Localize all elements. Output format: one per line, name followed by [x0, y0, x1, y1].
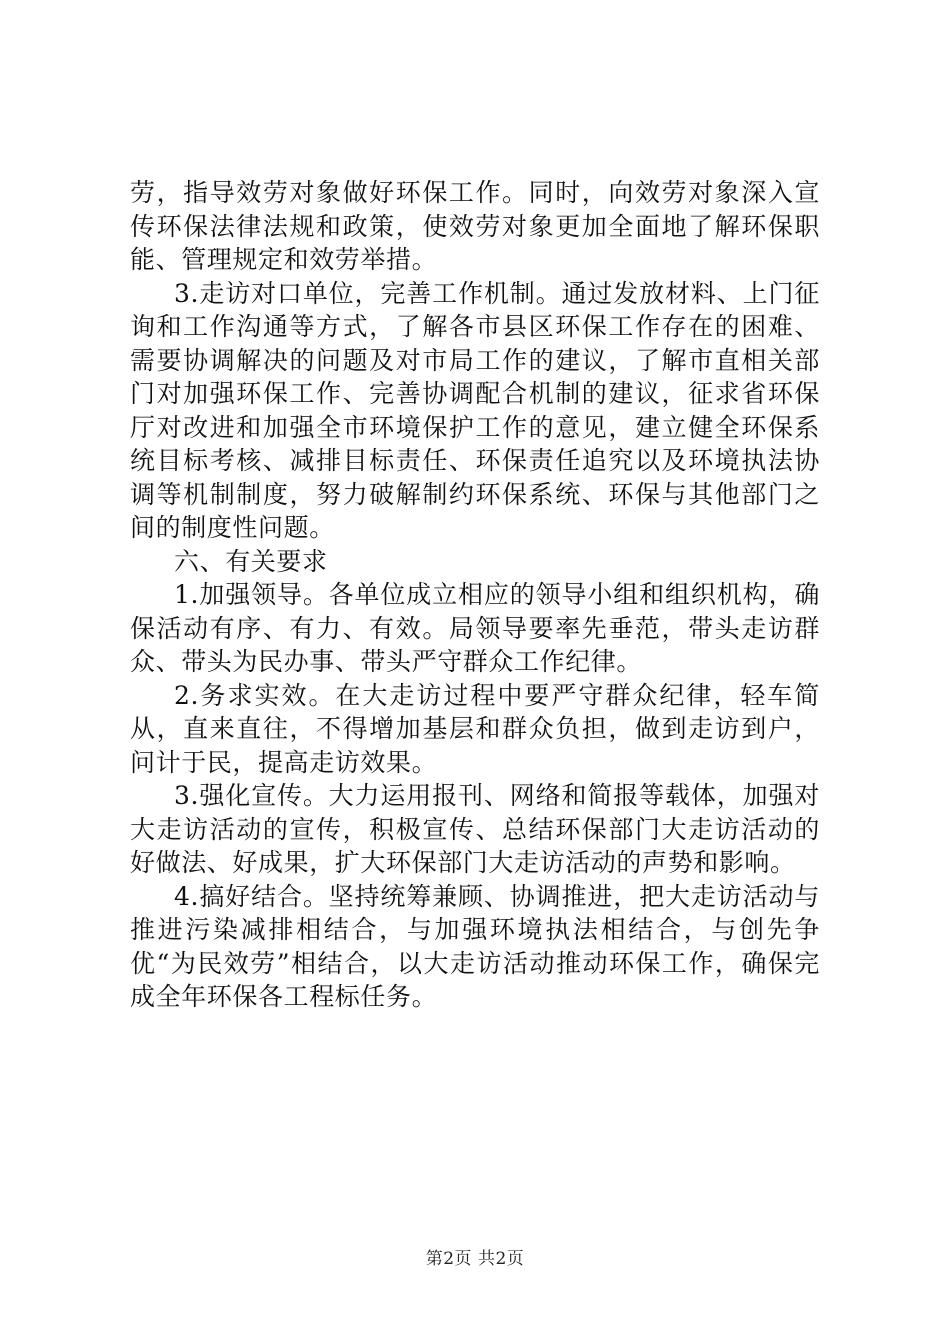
paragraph-item-1-leadership: 1.加强领导。各单位成立相应的领导小组和组织机构，确保活动有序、有力、有效。局领导要率先垂范，带头走访群众、带头为民办事、带头严守群众工作纪律。: [130, 580, 820, 676]
paragraph-continuation: 劳，指导效劳对象做好环保工作。同时，向效劳对象深入宣传环保法律法规和政策，使效劳对象更加全面地了解环保职能、管理规定和效劳举措。: [130, 178, 820, 274]
page-number-footer: 第2页 共2页: [425, 1249, 525, 1269]
paragraph-item-2-effectiveness: 2.务求实效。在大走访过程中要严守群众纪律，轻车简从，直来直往，不得增加基层和群众负担，做到走访到户，问计于民，提高走访效果。: [130, 680, 820, 777]
paragraph-item-3-visit-units: 3.走访对口单位，完善工作机制。通过发放材料、上门征询和工作沟通等方式，了解各市县区环保工作存在的困难、需要协调解决的问题及对市局工作的建议，了解市直相关部门对加强环保工作、完善协调配合机制的建议，征求省环保厅对改进和加强全市环境保护工作的意见，建立健全环保系统目标考核、减排目标责任、环保责任追究以及环境执法协调等机制制度，努力破解制约环保系统、环保与其他部门之间的制度性问题。: [130, 278, 820, 542]
paragraph-item-4-integration: 4.搞好结合。坚持统筹兼顾、协调推进，把大走访活动与推进污染减排相结合，与加强环境执法相结合，与创先争优“为民效劳”相结合，以大走访活动推动环保工作，确保完成全年环保各工程标任务。: [130, 881, 820, 1011]
document-body: [130, 176, 820, 1014]
section-heading-requirements: 六、有关要求: [174, 546, 328, 576]
paragraph-item-3-publicity: 3.强化宣传。大力运用报刊、网络和简报等载体，加强对大走访活动的宣传，积极宣传、总结环保部门大走访活动的好做法、好成果，扩大环保部门大走访活动的声势和影响。: [130, 781, 820, 877]
